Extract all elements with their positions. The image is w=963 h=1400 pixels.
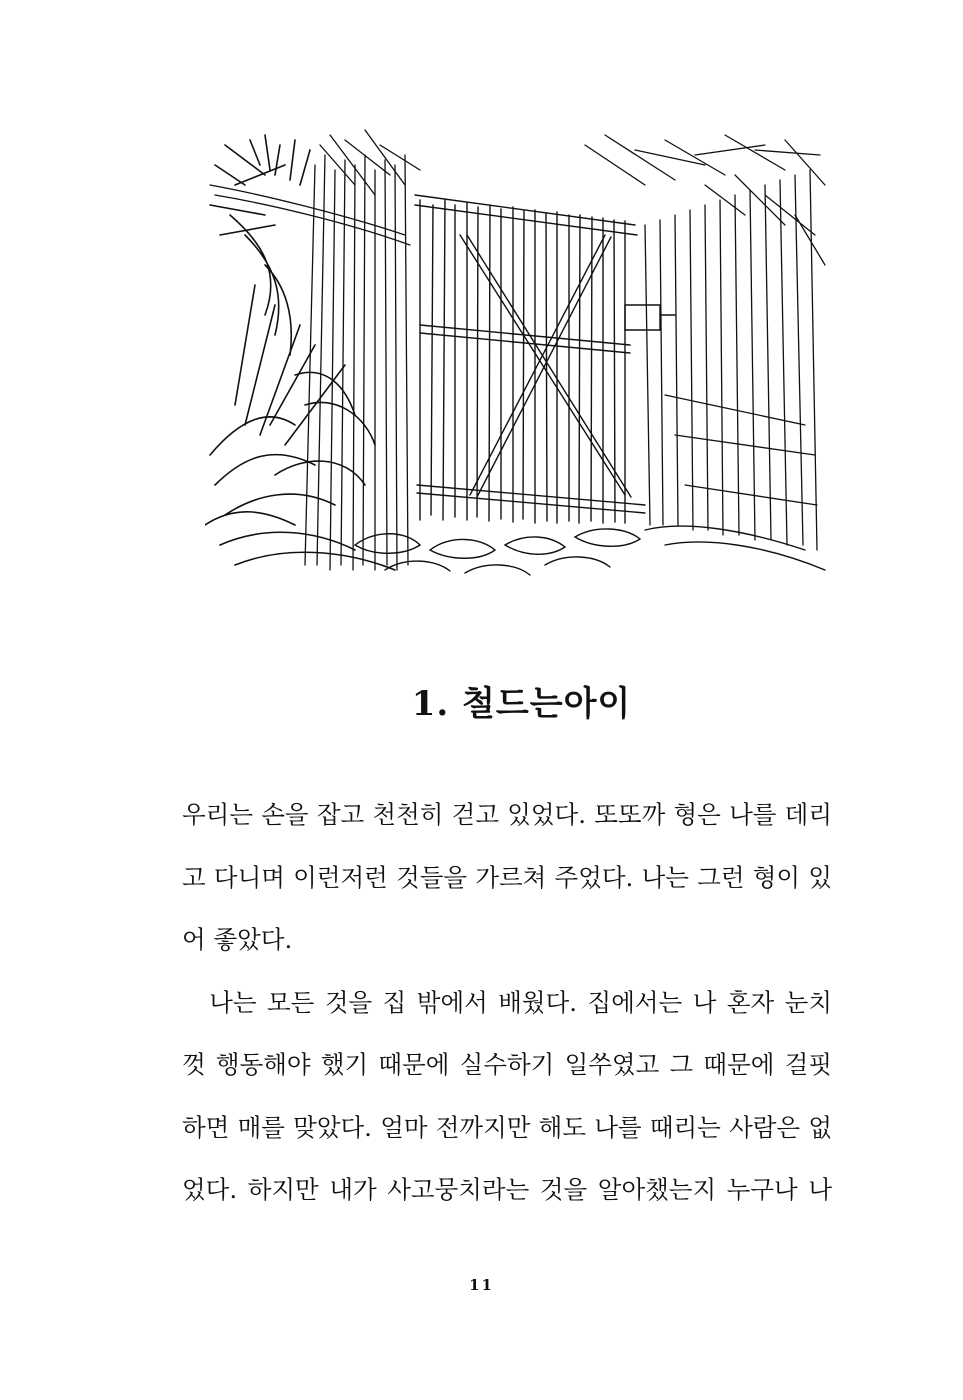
text-line: 하면 매를 맞았다. 얼마 전까지만 해도 나를 때리는 사람은 없 — [182, 1112, 832, 1142]
gate-illustration — [205, 125, 830, 580]
text-line: 었다. 하지만 내가 사고뭉치라는 것을 알아챘는지 누구나 나 — [182, 1175, 832, 1204]
text-line: 어 좋았다. — [182, 925, 293, 954]
text-line: 우리는 손을 잡고 천천히 걷고 있었다. 또또까 형은 나를 데리 — [182, 800, 832, 829]
left-reeds — [210, 130, 420, 570]
chapter-title: 1. 철드는아이 — [411, 684, 632, 724]
text-line: 나는 모든 것을 집 밖에서 배웠다. 집에서는 나 혼자 눈치 — [182, 987, 832, 1017]
gate-panel — [415, 195, 675, 523]
text-line: 껏 행동해야 했기 때문에 실수하기 일쑤였고 그 때문에 걸핏 — [182, 1050, 832, 1079]
text-line: 고 다니며 이런저런 것들을 가르쳐 주었다. 나는 그런 형이 있 — [182, 862, 832, 892]
left-foliage — [205, 135, 395, 570]
body-text — [182, 784, 832, 1222]
page-number: 11 — [469, 1276, 494, 1294]
